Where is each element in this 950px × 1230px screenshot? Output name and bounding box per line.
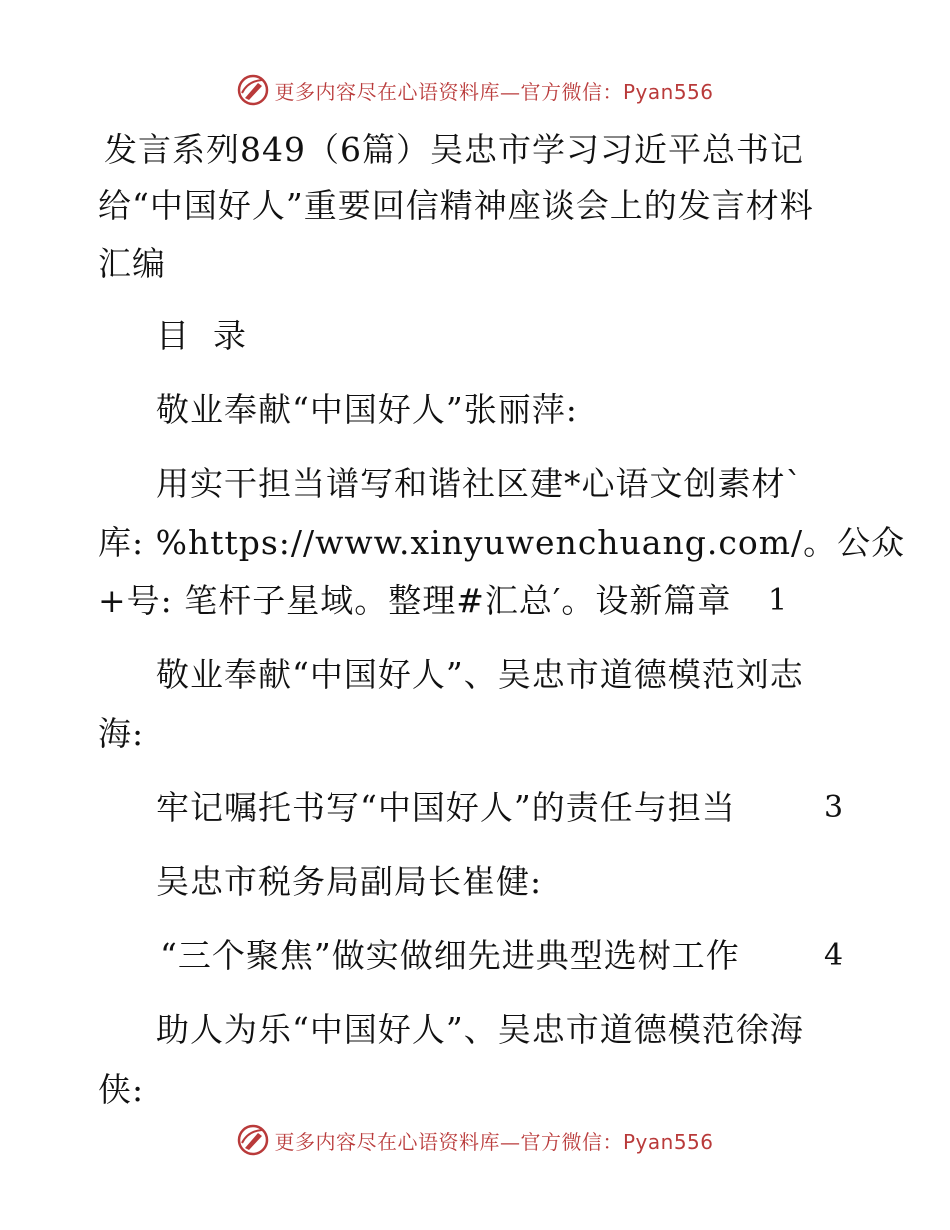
title-line-3: 汇编: [98, 244, 166, 283]
toc-entry-1-page: 1: [768, 583, 788, 618]
banner-text-cn: 更多内容尽在心语资料库—官方微信：: [274, 79, 623, 104]
toc-entry-1-speaker: 敬业奉献“中国好人”张丽萍:: [156, 390, 578, 429]
footer-banner: [0, 1120, 950, 1160]
toc-heading: 目 录: [156, 316, 247, 355]
banner-text: [274, 1126, 713, 1155]
toc-entry-4-speaker-line-1: 助人为乐“中国好人”、吴忠市道德模范徐海: [156, 1010, 804, 1049]
toc-entry-3-speaker: 吴忠市税务局副局长崔健:: [156, 862, 543, 901]
title-line-1: 发言系列849（6篇）吴忠市学习习近平总书记: [104, 130, 804, 169]
toc-entry-3-title: “三个聚焦”做实做细先进典型选树工作: [160, 936, 740, 975]
toc-entry-2-speaker-line-2: 海:: [98, 714, 145, 753]
title-line-2: 给“中国好人”重要回信精神座谈会上的发言材料: [98, 186, 814, 225]
pen-logo-icon: [236, 73, 270, 107]
banner-wechat-id: Pyan556: [622, 79, 714, 104]
toc-entry-1-title-line-2: 库: %https://www.xinyuwenchuang.com/。公众: [98, 523, 906, 562]
banner-text: [274, 76, 713, 105]
toc-entry-1-title-line-1: 用实干担当谱写和谐社区建*心语文创素材`: [156, 464, 803, 503]
pen-logo-icon: [236, 1123, 270, 1157]
toc-entry-1-title-line-3: +号: 笔杆子星域。整理#汇总′。设新篇章: [98, 581, 732, 620]
toc-entry-4-speaker-line-2: 侠:: [98, 1070, 145, 1109]
toc-entry-2-title: 牢记嘱托书写“中国好人”的责任与担当: [156, 788, 736, 827]
banner-text-cn: 更多内容尽在心语资料库—官方微信：: [274, 1129, 623, 1154]
toc-entry-3-page: 4: [824, 938, 844, 973]
header-banner: [0, 70, 950, 110]
banner-wechat-id: Pyan556: [622, 1129, 714, 1154]
toc-entry-2-page: 3: [824, 790, 844, 825]
toc-entry-2-speaker-line-1: 敬业奉献“中国好人”、吴忠市道德模范刘志: [156, 655, 804, 694]
